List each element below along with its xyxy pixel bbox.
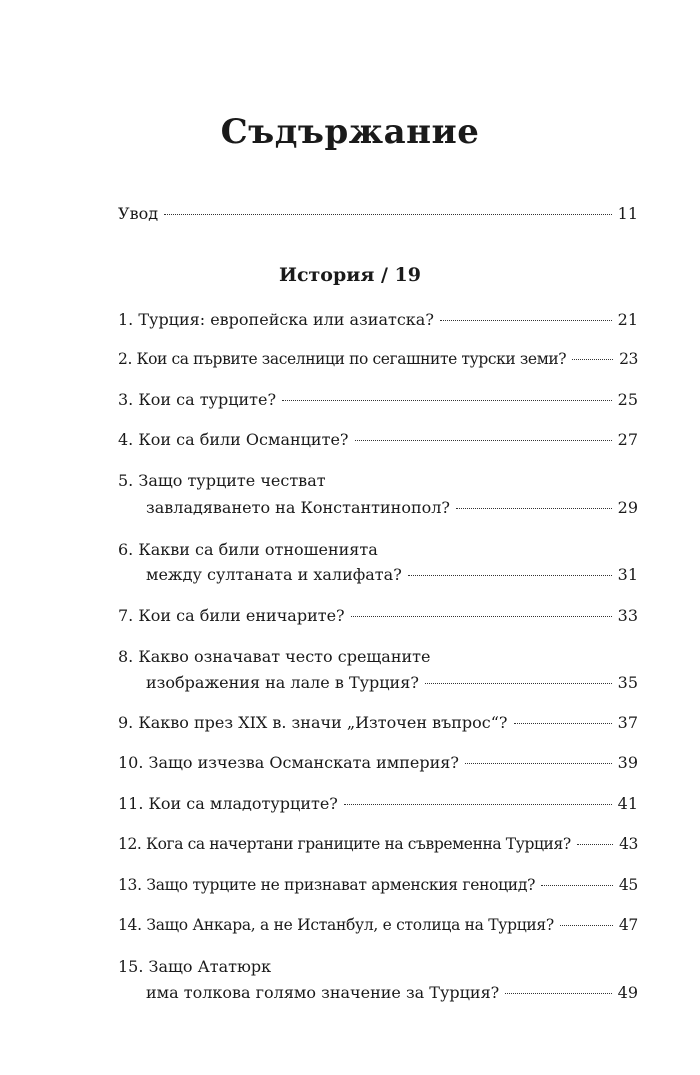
dot-leader (282, 400, 612, 401)
toc-page-number: 35 (617, 673, 638, 692)
toc-entry[interactable] (146, 565, 638, 585)
toc-entry-first-line[interactable]: 15. Защо Ататюрк (118, 957, 272, 976)
toc-entry[interactable] (118, 834, 638, 854)
toc-entry-label: 7. Кои са били еничарите? (118, 606, 345, 625)
dot-leader (440, 320, 612, 321)
toc-page-number: 21 (617, 310, 638, 329)
toc-page-number: 45 (618, 876, 638, 894)
page-title: Съдържание (220, 112, 480, 152)
toc-entry-label: 12. Кога са начертани границите на съвременна Турция? (118, 835, 571, 853)
dot-leader (577, 844, 613, 845)
toc-page-number: 23 (619, 350, 638, 368)
toc-entry-label: 2. Кои са първите заселници по сегашните турски земи? (118, 350, 567, 368)
toc-entry-label: 4. Кои са били Османците? (118, 430, 349, 449)
dot-leader (164, 214, 612, 215)
toc-entry-label: между султаната и халифата? (146, 565, 402, 584)
section-heading: История / 19 (279, 264, 421, 286)
toc-entry-label: 1. Турция: европейска или азиатска? (118, 310, 434, 329)
toc-entry[interactable] (118, 753, 638, 773)
toc-entry-label: Увод (118, 204, 159, 223)
toc-page-number: 25 (617, 390, 638, 409)
dot-leader (465, 763, 612, 764)
toc-entry[interactable] (118, 430, 638, 450)
toc-page-number: 39 (617, 753, 638, 772)
dot-leader (351, 616, 612, 617)
dot-leader (408, 575, 612, 576)
toc-entry[interactable] (118, 875, 638, 895)
toc-entry-first-line[interactable]: 5. Защо турците честват (118, 471, 326, 490)
toc-page-number: 49 (617, 983, 638, 1002)
dot-leader (572, 359, 613, 360)
dot-leader (344, 804, 612, 805)
toc-entry-first-line[interactable]: 8. Какво означават често срещаните (118, 647, 431, 666)
toc-entry[interactable] (118, 310, 638, 330)
toc-page-number: 27 (617, 430, 638, 449)
toc-page-number: 31 (617, 565, 638, 584)
toc-entry-first-line[interactable]: 6. Какви са били отношенията (118, 540, 378, 559)
toc-page-number: 43 (619, 835, 638, 853)
toc-entry-label: изображения на лале в Турция? (146, 673, 419, 692)
toc-page-number: 37 (617, 713, 638, 732)
toc-entry[interactable] (118, 349, 638, 369)
toc-entry[interactable] (146, 498, 638, 518)
toc-entry[interactable] (118, 713, 638, 733)
toc-page-number: 41 (617, 794, 638, 813)
toc-entry-label: 10. Защо изчезва Османската империя? (118, 753, 459, 772)
toc-entry[interactable] (146, 983, 638, 1003)
toc-entry[interactable] (118, 390, 638, 410)
toc-entry-label: завладяването на Константинопол? (146, 498, 451, 517)
toc-entry-label: 13. Защо турците не признават арменския геноцид? (118, 876, 536, 894)
dot-leader (560, 925, 613, 926)
toc-page-number: 29 (617, 498, 638, 517)
dot-leader (505, 993, 611, 994)
toc-page-number: 33 (617, 606, 638, 625)
toc-entry[interactable] (118, 794, 638, 814)
toc-page-number: 47 (618, 916, 638, 934)
toc-entry[interactable] (118, 606, 638, 626)
toc-entry[interactable] (118, 915, 638, 935)
toc-page-number: 11 (617, 204, 638, 223)
toc-entry-intro[interactable] (118, 204, 638, 224)
toc-entry-label: има толкова голямо значение за Турция? (146, 983, 500, 1002)
toc-entry[interactable] (146, 673, 638, 693)
dot-leader (541, 885, 613, 886)
dot-leader (355, 440, 612, 441)
dot-leader (514, 723, 612, 724)
toc-entry-label: 14. Защо Анкара, а не Истанбул, е столица на Турция? (118, 916, 554, 934)
toc-entry-label: 11. Кои са младотурците? (118, 794, 338, 813)
toc-entry-label: 9. Какво през XIX в. значи „Източен въпрос“? (118, 713, 508, 732)
toc-entry-label: 3. Кои са турците? (118, 390, 277, 409)
dot-leader (425, 683, 612, 684)
dot-leader (456, 508, 612, 509)
